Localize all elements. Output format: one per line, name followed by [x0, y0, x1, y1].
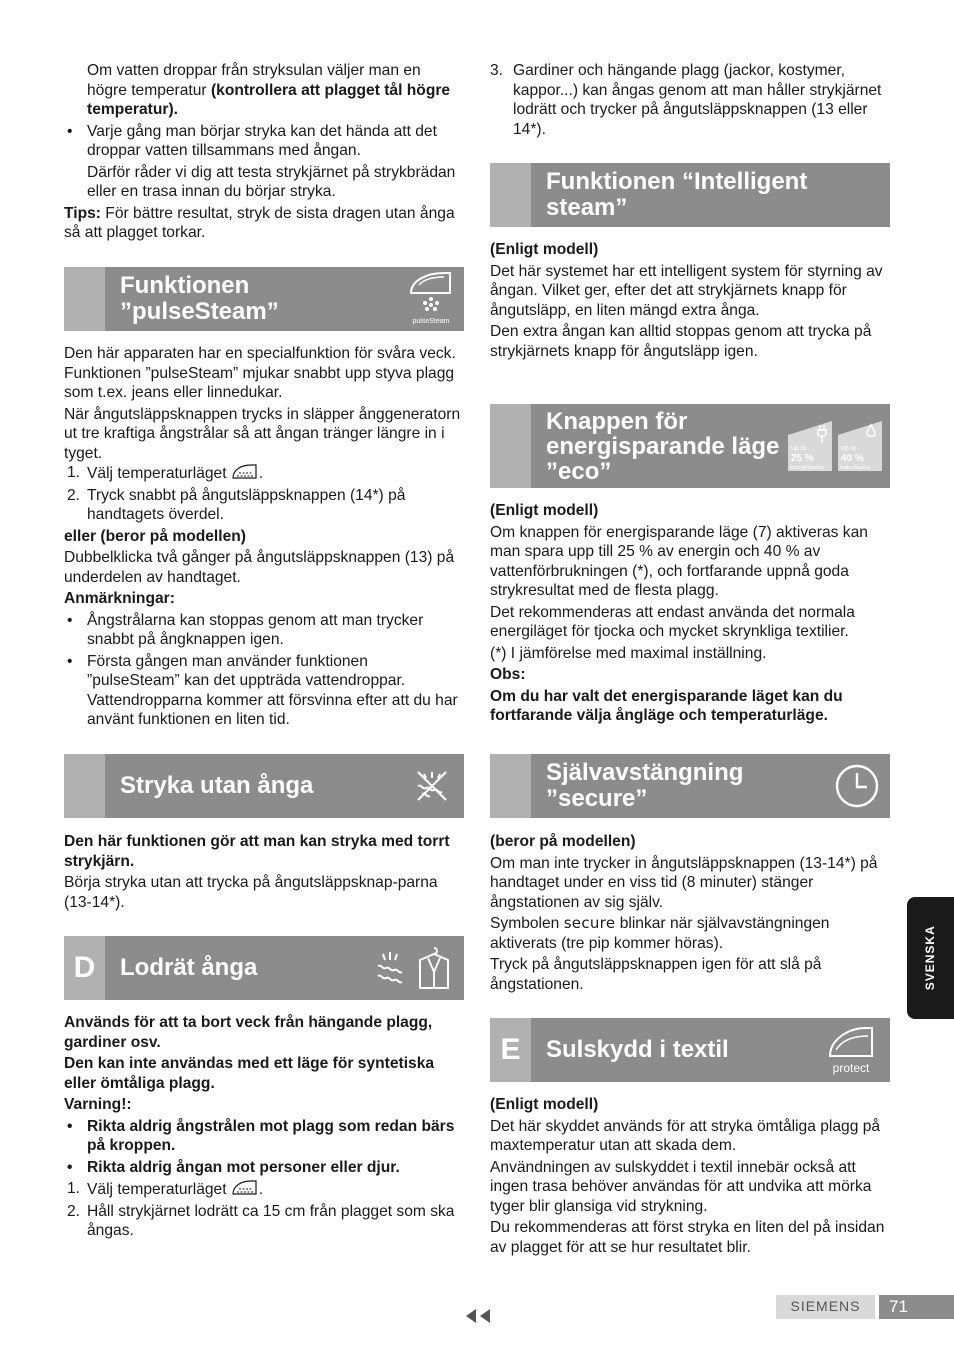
paragraph-text: blinkar när självavstängningen aktiverats (tre pip kommer höras). — [490, 915, 830, 952]
step-number: 2. — [67, 486, 81, 504]
list-item-text: Rikta aldrig ångan mot personer eller djur. — [87, 1158, 400, 1176]
section-header-pulsesteam — [64, 267, 464, 331]
warning-label: Varning!: — [64, 1096, 132, 1113]
protect-icon-label: protect — [832, 1061, 870, 1075]
paragraph: Börja stryka utan att trycka på ångutsläppsknap-parna (13-14*). — [64, 874, 438, 911]
back-arrows-icon — [464, 1309, 492, 1329]
step-2 — [64, 1202, 464, 1241]
paragraph: Användningen av sulskyddet i textil innebär också att ingen trasa behöver användas för att undvika att mörka tyger blir glansiga vid strykning. — [490, 1158, 872, 1215]
bullet-mark: • — [67, 652, 73, 670]
list-item-text: Varje gång man börjar stryka kan det hända att det droppar vatten tillsammans med ångan. — [87, 122, 437, 159]
bullet-mark: • — [67, 122, 73, 140]
paragraph: Om man inte trycker in ångutsläppsknappen (13-14*) på handtaget under en viss tid (8 minuter) stänger ångstationen av sig själv. — [490, 854, 878, 911]
eco-badges — [788, 420, 882, 472]
list-item — [64, 1158, 464, 1178]
list-item — [64, 652, 464, 730]
step-text: Gardiner och hängande plagg (jackor, kostymer, kappor...) kan ångas genom att man håller strykjärnet lodrätt och trycker på ångutsläppsknappen (13 eller 14*). — [513, 62, 882, 138]
section-title: Sulskydd i textil — [546, 1036, 729, 1063]
secure-symbol: secure — [563, 914, 616, 932]
pulsesteam-icon-label: pulseSteam — [412, 318, 450, 325]
step-text: Tryck snabbt på ångutsläppsknappen (14*) på handtagets överdel. — [87, 486, 406, 523]
section-title: Lodrät ånga — [120, 954, 258, 981]
badge-bottom-text: waterSaving — [840, 465, 871, 471]
intro-bold: (kontrollera att plagget tål högre temperatur). — [87, 81, 451, 118]
step-text: Välj temperaturläget — [87, 465, 227, 482]
section-header-secure — [490, 754, 890, 818]
model-note: (beror på modellen) — [490, 833, 636, 850]
intro-text: Om vatten droppar från stryksulan väljer man en högre temperatur — [87, 62, 421, 99]
step-number: 1. — [67, 464, 81, 481]
eco-body — [490, 501, 890, 726]
section-title: Funktionen ”pulseSteam” — [120, 272, 279, 325]
section-title: Självavstängning ”secure” — [546, 759, 744, 812]
protect-body — [490, 1095, 890, 1257]
section-header-dry — [64, 754, 464, 818]
list-item-text: Första gången man använder funktionen ”pulseSteam” kan det uppträda vattendroppar. Vattendropparna kommer att försvinna efter att du har använt funktionen en liten tid. — [87, 652, 458, 728]
badge-value: 40 % — [841, 453, 864, 464]
step-1 — [64, 1179, 464, 1200]
section-tab — [490, 754, 531, 818]
model-note: (Enligt modell) — [490, 1096, 599, 1113]
badge-top-text: up to — [841, 445, 857, 452]
protect-icon — [822, 1022, 880, 1074]
paragraph-bold: Om du har valt det energisparande läget kan du fortfarande välja ångläge och temperaturläge. — [490, 687, 843, 724]
model-note: (Enligt modell) — [490, 502, 599, 519]
page-number: 71 — [889, 1297, 908, 1317]
badge-top-text: up to — [791, 445, 807, 452]
energy-saving-badge — [788, 421, 832, 471]
water-saving-badge — [838, 421, 882, 471]
secure-body — [490, 832, 890, 994]
intro-paragraph-2: Därför råder vi dig att testa strykjärnet på strykbrädan eller en trasa innan du börjar stryka. — [87, 163, 456, 200]
section-header-vertical-steam — [64, 936, 464, 1000]
paragraph: (*) I jämförelse med maximal inställning. — [490, 644, 767, 662]
step-number: 1. — [67, 1180, 81, 1197]
section-header-eco — [490, 404, 890, 488]
paragraph: Tryck på ångutsläppsknappen igen för att slå på ångstationen. — [490, 956, 822, 993]
section-header-protect — [490, 1018, 890, 1082]
paragraph-bold: Den kan inte användas med ett läge för syntetiska eller ömtåliga plagg. — [64, 1055, 435, 1092]
section-title: Stryka utan ånga — [120, 772, 314, 799]
notes-label: Anmärkningar: — [64, 590, 175, 607]
step-1 — [64, 463, 464, 484]
temperature-setting-icon — [231, 463, 259, 481]
vertical-steam-body — [64, 1013, 464, 1241]
section-title: Funktionen “Intelligent steam” — [546, 168, 808, 221]
paragraph: Du rekommenderas att först stryka en liten del på insidan av plagget för att se hur resultatet blir. — [490, 1219, 885, 1256]
section-tab — [64, 754, 105, 818]
dry-body — [64, 832, 464, 912]
right-step-3 — [490, 61, 890, 139]
list-item — [64, 1117, 464, 1156]
tips-paragraph — [64, 204, 464, 243]
paragraph: Det rekommenderas att endast använda det normala energiläget för tjocka och mycket skrynkliga textilier. — [490, 603, 855, 640]
paragraph: Om knappen för energisparande läge (7) aktiveras kan man spara upp till 25 % av energin och 40 % av vattenförbrukningen (*), och fortfarande uppnå goda strykresultat med de flesta plagg. — [490, 523, 868, 599]
paragraph: När ångutsläppsknappen trycks in släpper ånggeneratorn ut tre kraftiga ångstrålar så att ångan tränger längre in i tyget. — [64, 405, 461, 462]
step-number: 3. — [490, 62, 504, 79]
section-tab — [64, 267, 105, 331]
paragraph — [490, 914, 890, 953]
step-text: Håll strykjärnet lodrätt ca 15 cm från plagget som ska ångas. — [87, 1202, 455, 1239]
paragraph: Den extra ångan kan alltid stoppas genom att trycka på strykjärnets knapp för ångutsläpp igen. — [490, 323, 872, 360]
vertical-steam-icon — [372, 942, 454, 994]
step-text-end: . — [258, 1181, 264, 1198]
step-3 — [490, 61, 890, 139]
step-text-end: . — [258, 465, 264, 482]
hanging-jacket-icon — [414, 946, 454, 990]
bullet-mark: • — [67, 1117, 73, 1135]
section-tab — [490, 163, 531, 227]
left-intro — [64, 61, 464, 243]
paragraph: Dubbelklicka två gånger på ångutsläppsknappen (13) på underdelen av handtaget. — [64, 549, 455, 586]
step-number: 2. — [67, 1202, 81, 1220]
badge-bottom-text: energySaving — [790, 465, 824, 471]
model-note: (Enligt modell) — [490, 241, 599, 258]
footer-page-number — [879, 1295, 954, 1319]
section-tab-letter: D — [64, 936, 105, 1000]
section-tab — [490, 404, 531, 488]
list-item — [64, 611, 464, 650]
paragraph-bold: Den här funktionen gör att man kan stryka med torrt strykjärn. — [64, 833, 450, 870]
step-text: Välj temperaturläget — [87, 1181, 227, 1198]
pulsesteam-body — [64, 344, 464, 730]
side-tab-label: SVENSKA — [922, 925, 937, 991]
paragraph: Den här apparaten har en specialfunktion för svåra veck. Funktionen ”pulseSteam” mjukar snabbt upp styva plagg som t.ex. jeans eller linnedukar. — [64, 345, 456, 401]
model-note: eller (beror på modellen) — [64, 527, 246, 545]
section-tab-letter: E — [490, 1018, 531, 1082]
badge-value: 25 % — [791, 453, 814, 464]
no-steam-icon — [410, 760, 454, 812]
temperature-setting-icon — [231, 1179, 259, 1197]
language-side-tab — [907, 897, 954, 1019]
intelligent-steam-body — [490, 240, 890, 361]
paragraph-text: Symbolen — [490, 915, 564, 932]
paragraph-bold: Används för att ta bort veck från hängande plagg, gardiner osv. — [64, 1014, 433, 1051]
clock-icon — [834, 760, 880, 812]
intro-paragraph — [64, 61, 464, 120]
list-item-text: Rikta aldrig ångstrålen mot plagg som redan bärs på kroppen. — [87, 1117, 455, 1154]
step-2 — [64, 486, 464, 525]
tips-text: För bättre resultat, stryk de sista dragen utan ånga så att plagget torkar. — [64, 204, 455, 241]
footer-brand — [776, 1295, 875, 1319]
obs-label: Obs: — [490, 666, 526, 683]
paragraph: Det här systemet har ett intelligent system för styrning av ångan. Vilket ger, efter det att strykjärnets knapp för ångutsläpp, en liten mängd extra ånga. — [490, 262, 883, 319]
list-item — [64, 122, 464, 161]
pulsesteam-icon — [406, 270, 456, 325]
section-title: Knappen för energisparande läge ”eco” — [546, 407, 780, 485]
bullet-mark: • — [67, 611, 73, 629]
list-item-text: Ångstrålarna kan stoppas genom att man trycker snabbt på ångknappen igen. — [87, 611, 424, 648]
bullet-mark: • — [67, 1158, 73, 1176]
paragraph: Det här skyddet används för att stryka ömtåliga plagg på maxtemperatur utan att skada dem. — [490, 1117, 881, 1154]
brand-label: SIEMENS — [790, 1298, 861, 1315]
section-header-intelligent-steam — [490, 163, 890, 227]
tips-label: Tips: — [64, 204, 101, 222]
